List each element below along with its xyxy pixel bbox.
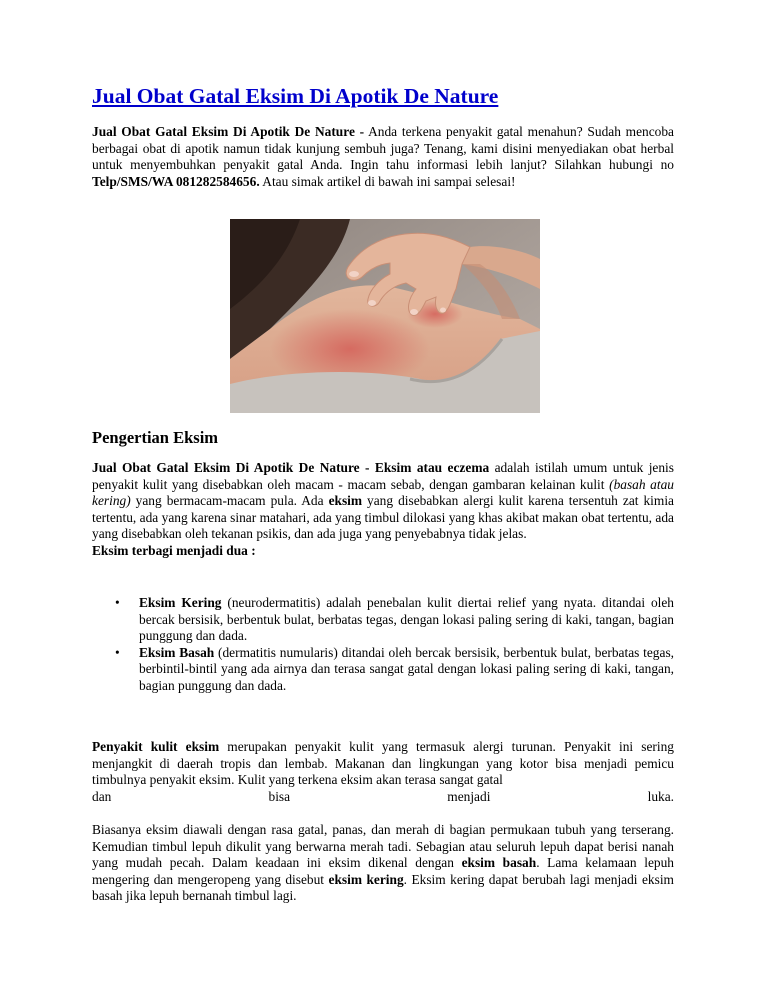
bullet-icon: • bbox=[115, 595, 120, 610]
type-name: Eksim Basah bbox=[139, 644, 215, 660]
page-title[interactable]: Jual Obat Gatal Eksim Di Apotik De Nature bbox=[92, 84, 499, 108]
bullet-icon: • bbox=[115, 644, 120, 660]
symptoms-bold-basah: eksim basah bbox=[461, 855, 537, 871]
contact-number: Telp/SMS/WA 081282584656. bbox=[92, 173, 260, 189]
definition-bold-eksim: eksim bbox=[328, 493, 363, 509]
intro-bold-lead: Jual Obat Gatal Eksim Di Apotik De Nature - bbox=[92, 124, 365, 139]
paragraph-allergy-bold: Penyakit kulit eksim bbox=[92, 739, 220, 754]
types-heading: Eksim terbagi menjadi dua : bbox=[92, 542, 256, 558]
definition-text-3: yang disebabkan alergi kulit karena tersentuh zat kimia tertentu, ada yang karena sinar matahari, ada yang timbul dilokasi yang khas akibat makan obat tertentu, ada yang disebabkan oleh tekanan psikis, dan ada juga yang penyebabnya tidak jelas. bbox=[92, 493, 674, 542]
intro-text-end: Atau simak artikel di bawah ini sampai selesai! bbox=[259, 173, 516, 189]
eczema-photo bbox=[230, 219, 540, 413]
section-heading: Pengertian Eksim bbox=[92, 428, 219, 447]
intro-paragraph bbox=[92, 124, 674, 190]
definition-italic: (basah atau kering) bbox=[92, 476, 674, 509]
eczema-types-list bbox=[92, 595, 674, 695]
paragraph-allergy-body bbox=[92, 739, 674, 789]
symptoms-bold-kering: eksim kering bbox=[328, 871, 404, 887]
list-item bbox=[92, 645, 674, 695]
symptoms-text-2: . Lama kelamaan lepuh mengering dan mengeropeng yang disebut bbox=[92, 855, 674, 887]
symptoms-text-1: Biasanya eksim diawali dengan rasa gatal, panas, dan merah di bagian permukaan tubuh yang terserang. Kemudian timbul lepuh dikulit yang berwarna merah tadi. Sebagian atau seluruh lepuh dapat berisi nanah yang mudah pecah. Dalam keadaan ini eksim dikenal dengan bbox=[92, 822, 674, 871]
type-description: (neurodermatitis) adalah penebalan kulit diertai relief yang nyata. ditandai oleh bercak bersisik, berbentuk bulat, berbatas tegas, dengan lokasi paling sering di kaki, tangan, bagian punggung dan dada. bbox=[139, 595, 674, 644]
intro-text: Anda terkena penyakit gatal menahun? Sudah mencoba berbagai obat di apotik namun tidak kunjung sembuh juga? Tenang, kami disini menyediakan obat herbal untuk menyembuhkan penyakit gatal Anda. Ingin tahu informasi lebih lanjut? Silahkan hubungi no bbox=[92, 124, 674, 173]
type-name: Eksim Kering bbox=[139, 595, 222, 610]
paragraph-allergy-text: merupakan penyakit kulit yang termasuk alergi turunan. Penyakit ini sering menjangkit di daerah tropis dan lembab. Makanan dan lingkungan yang kotor bisa menjadi pemicu timbulnya penyakit eksim. Kulit yang terkena eksim akan terasa sangat gatal bbox=[92, 739, 674, 788]
paragraph-symptoms bbox=[92, 822, 674, 905]
definition-text-2: yang bermacam-macam pula. Ada bbox=[130, 493, 329, 509]
definition-bold-lead: Jual Obat Gatal Eksim Di Apotik De Nature - Eksim atau eczema bbox=[92, 460, 490, 475]
type-description: (dermatitis numularis) ditandai oleh bercak bersisik, berbentuk bulat, berbatas tegas, berbintil-bintil yang ada airnya dan terasa sangat gatal dengan lokasi paling sering di kaki, tangan, bagian punggung dan dada. bbox=[139, 644, 675, 693]
definition-text-1: adalah istilah umum untuk jenis penyakit kulit yang disebabkan oleh macam - macam sebab, dengan gambaran kelainan kulit bbox=[92, 460, 674, 492]
paragraph-allergy-last-line: dan bisa menjadi luka. bbox=[92, 788, 674, 804]
list-item bbox=[92, 595, 674, 645]
definition-paragraph bbox=[92, 460, 674, 560]
paragraph-allergy bbox=[92, 739, 674, 805]
symptoms-text-3: . Eksim kering dapat berubah lagi menjadi eksim basah jika lepuh bernanah timbul lagi. bbox=[92, 871, 674, 904]
scratching-neck-illustration bbox=[230, 219, 540, 413]
